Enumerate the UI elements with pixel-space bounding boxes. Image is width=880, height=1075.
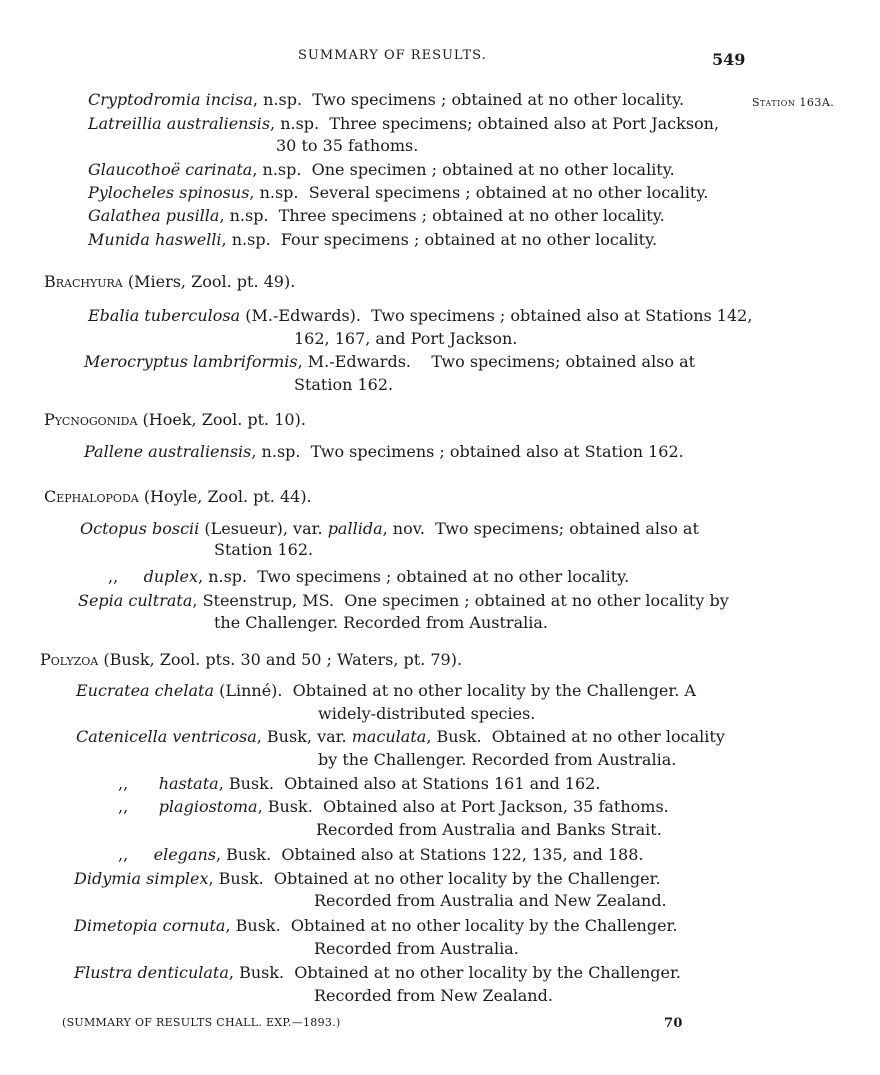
entry-dimetopia-cont: Recorded from Australia. — [314, 939, 519, 958]
entry-cryptodromia: Cryptodromia incisa, n.sp. Two specimens ; obtained at no other locality. — [88, 90, 685, 109]
section-heading-brachyura: Brachyura (Miers, Zool. pt. 49). — [44, 272, 296, 291]
signature-mark: 70 — [664, 1016, 683, 1031]
entry-latreillia: Latreillia australiensis, n.sp. Three specimens; obtained also at Port Jackson, — [88, 114, 720, 133]
entry-glaucothoe: Glaucothoë carinata, n.sp. One specimen ; obtained at no other locality. — [88, 160, 675, 179]
footer-note: (SUMMARY OF RESULTS CHALL. EXP.—1893.) — [62, 1016, 341, 1029]
entry-catenicella-elegans: ,, elegans, Busk. Obtained also at Stations 122, 135, and 188. — [118, 845, 644, 864]
section-heading-cephalopoda: Cephalopoda (Hoyle, Zool. pt. 44). — [44, 487, 312, 506]
entry-octopus-cont: Station 162. — [214, 540, 314, 559]
entry-catenicella-plagiostoma: ,, plagiostoma, Busk. Obtained also at Port Jackson, 35 fathoms. — [118, 797, 669, 816]
entry-latreillia-cont: 30 to 35 fathoms. — [276, 136, 419, 155]
entry-dimetopia: Dimetopia cornuta, Busk. Obtained at no other locality by the Challenger. — [74, 916, 678, 935]
entry-catenicella-hastata: ,, hastata, Busk. Obtained also at Stations 161 and 162. — [118, 774, 601, 793]
entry-sepia-cont: the Challenger. Recorded from Australia. — [214, 613, 548, 632]
ditto-mark: ,, — [118, 845, 129, 864]
entry-octopus-duplex: ,, duplex, n.sp. Two specimens ; obtained at no other locality. — [108, 567, 630, 586]
entry-catenicella-cont: by the Challenger. Recorded from Australia. — [318, 750, 677, 769]
section-heading-pycnogonida: Pycnogonida (Hoek, Zool. pt. 10). — [44, 410, 306, 429]
entry-catenicella-plagiostoma-cont: Recorded from Australia and Banks Strait. — [316, 820, 662, 839]
entry-eucratea: Eucratea chelata (Linné). Obtained at no other locality by the Challenger. A — [76, 681, 696, 700]
entry-merocryptus: Merocryptus lambriformis, M.-Edwards. Two specimens; obtained also at — [84, 352, 696, 371]
entry-ebalia: Ebalia tuberculosa (M.-Edwards). Two specimens ; obtained also at Stations 142, — [88, 306, 753, 325]
entry-merocryptus-cont: Station 162. — [294, 375, 394, 394]
entry-pylocheles: Pylocheles spinosus, n.sp. Several specimens ; obtained at no other locality. — [88, 183, 709, 202]
running-title: SUMMARY OF RESULTS. — [298, 48, 487, 63]
entry-eucratea-cont: widely-distributed species. — [318, 704, 536, 723]
entry-ebalia-cont: 162, 167, and Port Jackson. — [294, 329, 518, 348]
entry-munida: Munida haswelli, n.sp. Four specimens ; obtained at no other locality. — [88, 230, 658, 249]
ditto-mark: ,, — [108, 567, 119, 586]
entry-didymia: Didymia simplex, Busk. Obtained at no other locality by the Challenger. — [74, 869, 661, 888]
station-note: Station 163A. — [752, 96, 835, 109]
entry-didymia-cont: Recorded from Australia and New Zealand. — [314, 891, 667, 910]
entry-flustra: Flustra denticulata, Busk. Obtained at no other locality by the Challenger. — [74, 963, 681, 982]
entry-octopus: Octopus boscii (Lesueur), var. pallida, nov. Two specimens; obtained also at — [80, 519, 699, 538]
entry-galathea: Galathea pusilla, n.sp. Three specimens ; obtained at no other locality. — [88, 206, 665, 225]
entry-flustra-cont: Recorded from New Zealand. — [314, 986, 553, 1005]
entry-catenicella: Catenicella ventricosa, Busk, var. maculata, Busk. Obtained at no other locality — [76, 727, 725, 746]
ditto-mark: ,, — [118, 797, 129, 816]
section-heading-polyzoa: Polyzoa (Busk, Zool. pts. 30 and 50 ; Waters, pt. 79). — [40, 650, 463, 669]
ditto-mark: ,, — [118, 774, 129, 793]
page-number: 549 — [712, 50, 746, 69]
entry-pallene: Pallene australiensis, n.sp. Two specimens ; obtained also at Station 162. — [84, 442, 684, 461]
entry-sepia: Sepia cultrata, Steenstrup, MS. One specimen ; obtained at no other locality by — [78, 591, 729, 610]
